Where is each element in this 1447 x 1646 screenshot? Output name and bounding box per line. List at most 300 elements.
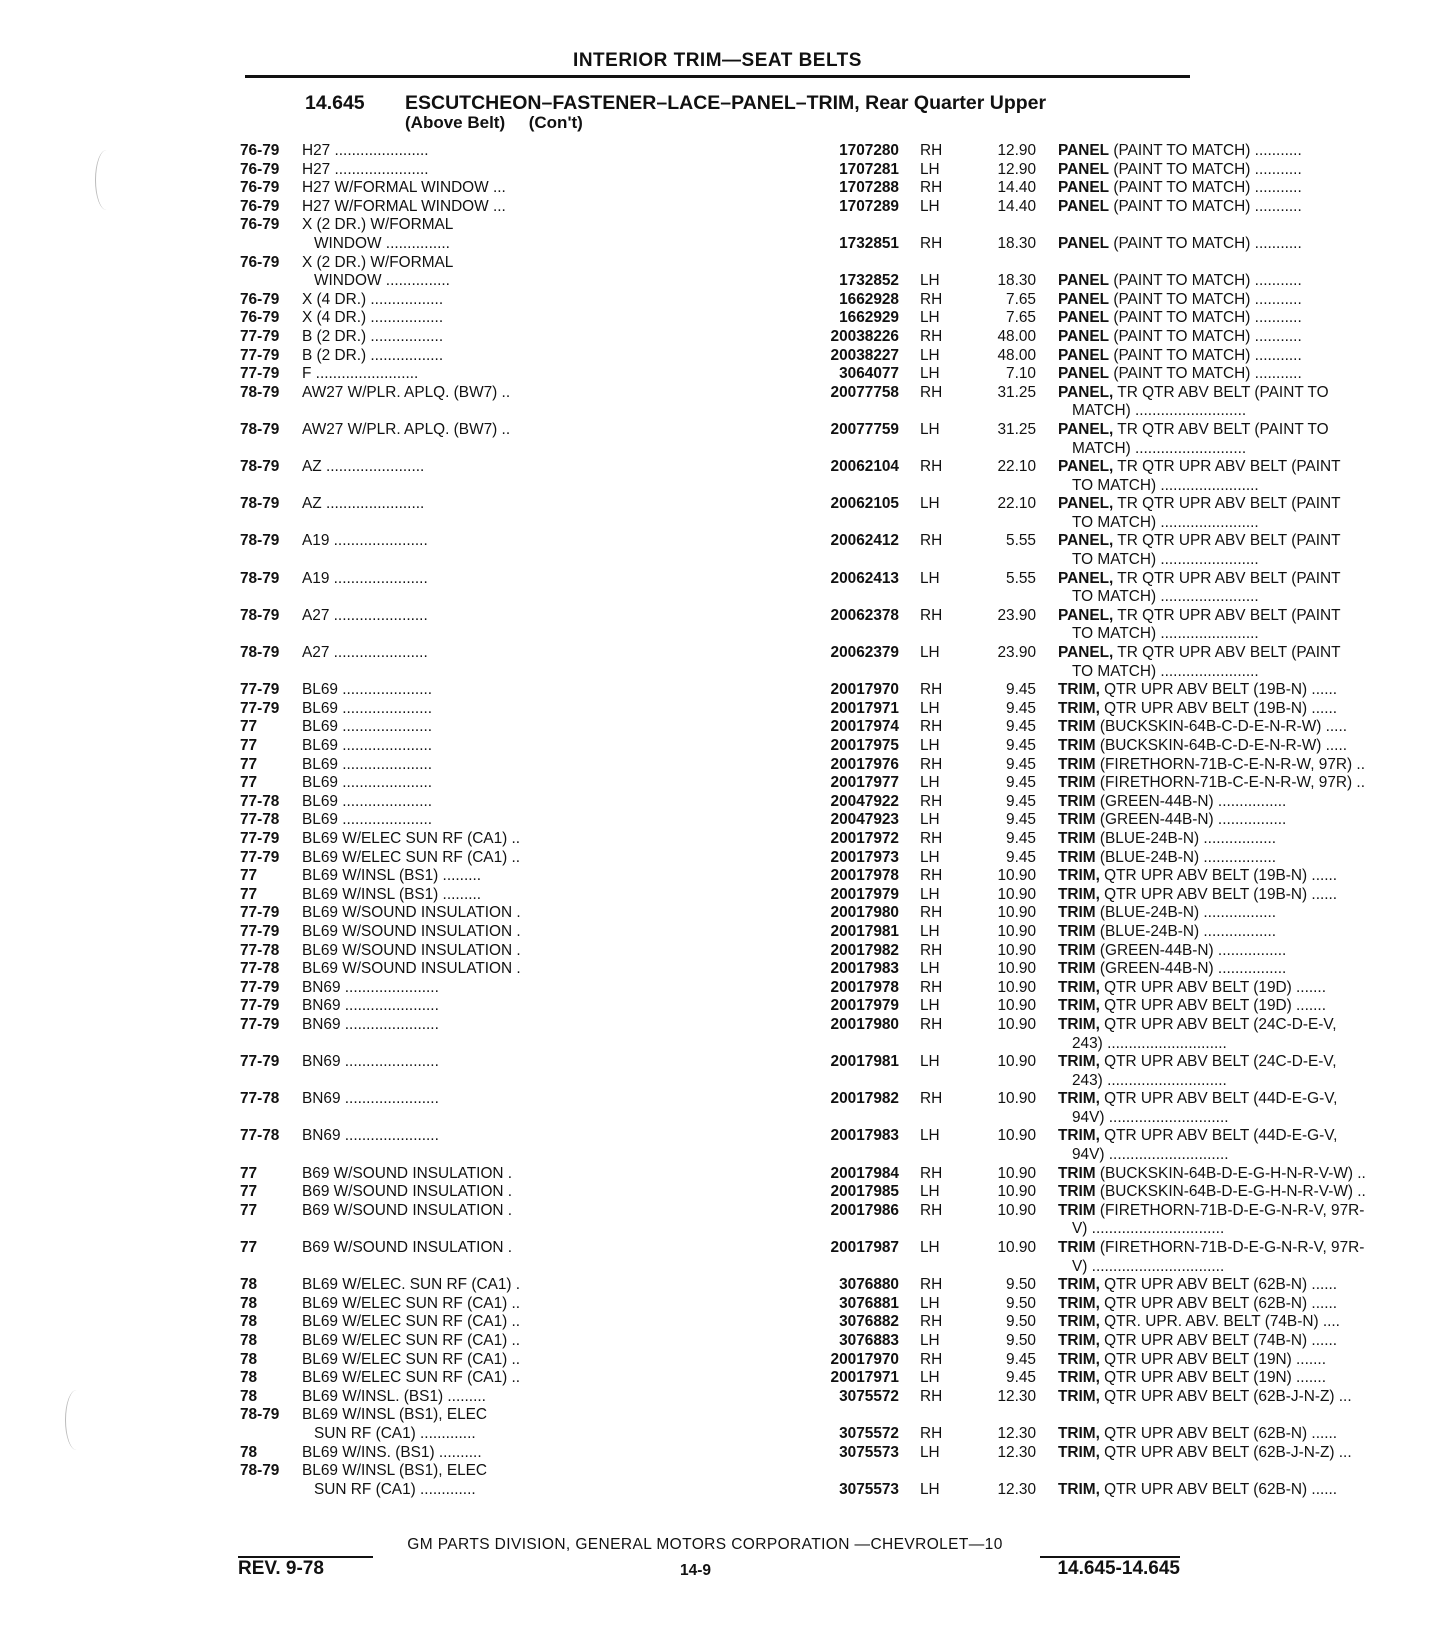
part-row: [240, 365, 1302, 384]
model-desc: BN69 ......................: [302, 997, 439, 1015]
side: RH: [920, 755, 943, 773]
page-header-title: INTERIOR TRIM—SEAT BELTS: [573, 50, 862, 71]
item-type: TRIM: [1058, 960, 1096, 978]
item-detail-cont: V) ...............................: [1072, 1220, 1225, 1238]
part-number: 3076880: [839, 1276, 899, 1294]
price: 9.45: [1006, 811, 1036, 829]
item-detail: QTR UPR ABV BELT (62B-J-N-Z) ...: [1104, 1443, 1352, 1461]
year-range: 77-78: [240, 811, 280, 829]
item-detail: TR QTR ABV BELT (PAINT TO: [1117, 383, 1329, 401]
item-description: [1058, 235, 1433, 254]
item-type: TRIM,: [1058, 997, 1100, 1015]
item-type: TRIM,: [1058, 885, 1100, 903]
item-detail: (GREEN-44B-N) ................: [1099, 960, 1287, 978]
item-type: TRIM: [1058, 718, 1096, 736]
side: RH: [920, 904, 943, 922]
part-number: 3075572: [839, 1424, 899, 1442]
part-number: 3075572: [839, 1387, 899, 1405]
model-desc: A19 ......................: [302, 569, 428, 587]
side: RH: [920, 383, 943, 401]
part-row: [240, 197, 1302, 217]
side: LH: [920, 420, 940, 438]
page-number: 14-9: [680, 1562, 712, 1579]
part-row: [240, 1201, 1365, 1239]
year-range: 77-79: [240, 978, 280, 996]
item-type: TRIM: [1058, 774, 1096, 792]
model-desc: BL69 .....................: [302, 681, 433, 699]
item-description: [1058, 756, 1433, 775]
section-number: 14.645: [305, 92, 365, 114]
side: LH: [920, 1127, 940, 1145]
item-detail-cont: TO MATCH) .......................: [1072, 513, 1259, 531]
year-range: 77-78: [240, 1127, 280, 1145]
side: LH: [920, 272, 940, 290]
part-row: [240, 699, 1338, 719]
item-type: TRIM,: [1058, 681, 1100, 699]
part-row: [240, 885, 1338, 905]
part-number: 20017973: [830, 848, 899, 866]
item-detail: (PAINT TO MATCH) ...........: [1113, 346, 1302, 364]
year-range: 78: [240, 1294, 258, 1312]
item-type: PANEL,: [1058, 532, 1114, 550]
side: RH: [920, 1164, 943, 1182]
side: LH: [920, 922, 940, 940]
price: 9.50: [1006, 1332, 1036, 1349]
price: 10.90: [997, 1239, 1036, 1257]
item-description: [1058, 886, 1433, 905]
side: RH: [920, 1201, 943, 1219]
part-row: [240, 922, 1277, 942]
price: 9.45: [1006, 681, 1036, 699]
model-desc: H27 ......................: [302, 142, 429, 159]
year-range: 76-79: [240, 253, 280, 271]
item-type: PANEL,: [1058, 420, 1114, 438]
year-range: 78-79: [240, 644, 280, 662]
part-row: [240, 1183, 1366, 1202]
model-desc-cont: SUN RF (CA1) .............: [314, 1424, 476, 1442]
price: 10.90: [997, 941, 1036, 959]
price: 7.65: [1006, 290, 1036, 308]
item-description: [1058, 272, 1433, 291]
price: 10.90: [997, 1090, 1036, 1108]
year-range: 77-79: [240, 904, 280, 922]
part-number: 3076882: [839, 1313, 899, 1331]
side: RH: [920, 1015, 943, 1033]
price: 22.10: [997, 458, 1036, 476]
model-desc: BL69 W/INSL. (BS1) .........: [302, 1387, 486, 1405]
year-range: 78: [240, 1313, 258, 1331]
item-detail: (PAINT TO MATCH) ...........: [1113, 197, 1302, 215]
item-detail: (BLUE-24B-N) .................: [1099, 922, 1277, 940]
model-desc: BL69 .....................: [302, 699, 433, 717]
item-detail: QTR UPR ABV BELT (44D-E-G-V,: [1104, 1127, 1338, 1145]
part-row: [240, 1406, 1338, 1443]
side: RH: [920, 327, 943, 345]
price: 18.30: [997, 272, 1036, 290]
item-description: [1058, 1481, 1433, 1500]
model-desc: BL69 W/ELEC SUN RF (CA1) ..: [302, 848, 521, 866]
part-number: 20017987: [830, 1239, 899, 1257]
part-number: 1662928: [839, 290, 899, 308]
part-row: [240, 1164, 1366, 1184]
item-type: TRIM,: [1058, 1350, 1100, 1368]
part-number: 3076883: [839, 1332, 899, 1349]
item-detail: TR QTR UPR ABV BELT (PAINT: [1117, 569, 1341, 587]
part-row: [240, 811, 1287, 830]
part-number: 1732851: [839, 234, 899, 252]
year-range: 78-79: [240, 1462, 280, 1480]
year-range: 78-79: [240, 420, 280, 438]
part-row: [240, 681, 1338, 700]
item-detail-cont: MATCH) ..........................: [1072, 402, 1247, 420]
model-desc: BN69 ......................: [302, 1053, 439, 1071]
item-description: [1058, 811, 1433, 830]
header-rule: [245, 75, 1190, 78]
item-detail: (FIRETHORN-71B-C-E-N-R-W, 97R) ..: [1099, 774, 1365, 792]
model-desc: A19 ......................: [302, 532, 428, 550]
part-number: 1707289: [839, 197, 899, 215]
item-detail: QTR. UPR. ABV. BELT (74B-N) ....: [1104, 1313, 1340, 1331]
part-row: [240, 420, 1329, 458]
side: LH: [920, 495, 940, 513]
price: 9.45: [1006, 699, 1036, 717]
item-detail: QTR UPR ABV BELT (19B-N) ......: [1104, 867, 1338, 885]
price: 9.45: [1006, 718, 1036, 736]
item-type: TRIM,: [1058, 1369, 1100, 1387]
item-description: [1058, 161, 1433, 180]
year-range: 76-79: [240, 160, 280, 178]
item-detail: (BLUE-24B-N) .................: [1099, 904, 1277, 922]
side: RH: [920, 142, 943, 159]
part-row: [240, 253, 1302, 291]
price: 10.90: [997, 1183, 1036, 1201]
item-detail-cont: TO MATCH) .......................: [1072, 476, 1259, 494]
item-type: TRIM: [1058, 1164, 1096, 1182]
price: 10.90: [997, 867, 1036, 885]
item-description: [1058, 1183, 1433, 1202]
item-description: [1058, 1332, 1433, 1351]
section-heading: [305, 92, 1185, 115]
item-description: [1058, 347, 1433, 366]
year-range: 77: [240, 718, 258, 736]
year-range: 77-78: [240, 1090, 280, 1108]
model-desc: BL69 W/SOUND INSULATION .: [302, 960, 521, 978]
item-description: [1058, 904, 1433, 923]
part-number: 20017975: [830, 737, 899, 754]
side: RH: [920, 1276, 943, 1294]
side: RH: [920, 1387, 943, 1405]
item-type: PANEL,: [1058, 606, 1114, 624]
item-type: PANEL: [1058, 365, 1110, 383]
model-desc: BL69 W/INSL (BS1), ELEC: [302, 1406, 488, 1424]
part-row: [240, 383, 1329, 421]
item-detail-cont: TO MATCH) .......................: [1072, 662, 1259, 680]
price: 10.90: [997, 885, 1036, 903]
part-row: [240, 1350, 1326, 1370]
model-desc: BL69 W/ELEC SUN RF (CA1) ..: [302, 1332, 521, 1349]
item-detail: QTR UPR ABV BELT (19D) .......: [1104, 978, 1326, 996]
side: RH: [920, 681, 943, 699]
item-detail: (FIRETHORN-71B-D-E-G-N-R-V, 97R-: [1099, 1201, 1365, 1219]
item-detail: (PAINT TO MATCH) ...........: [1113, 365, 1302, 383]
price: 31.25: [997, 420, 1036, 438]
part-row: [240, 867, 1338, 886]
price: 10.90: [997, 978, 1036, 996]
side: RH: [920, 179, 943, 197]
part-row: [240, 941, 1287, 961]
model-desc: BL69 W/ELEC SUN RF (CA1) ..: [302, 1294, 521, 1312]
part-number: 3075573: [839, 1443, 899, 1461]
model-desc: X (4 DR.) .................: [302, 290, 444, 308]
side: LH: [920, 1443, 940, 1461]
side: RH: [920, 941, 943, 959]
item-detail: QTR UPR ABV BELT (62B-N) ......: [1104, 1294, 1338, 1312]
price: 10.90: [997, 1201, 1036, 1219]
item-description: [1058, 1053, 1433, 1072]
item-description: [1058, 681, 1433, 700]
part-row: [240, 495, 1341, 532]
item-description: [1058, 309, 1433, 328]
item-detail: TR QTR UPR ABV BELT (PAINT: [1117, 495, 1341, 513]
part-number: 20017971: [830, 699, 899, 717]
side: LH: [920, 365, 940, 383]
item-detail: QTR UPR ABV BELT (19N) .......: [1104, 1350, 1326, 1368]
side: LH: [920, 1294, 940, 1312]
year-range: 78-79: [240, 569, 280, 587]
part-row: [240, 792, 1287, 812]
item-detail: (PAINT TO MATCH) ...........: [1113, 160, 1302, 178]
part-number: 20077759: [830, 420, 899, 438]
footer-publisher: GM PARTS DIVISION, GENERAL MOTORS CORPORATION —CHEVROLET—10: [407, 1536, 1003, 1553]
year-range: 78-79: [240, 383, 280, 401]
model-desc: X (2 DR.) W/FORMAL: [302, 253, 454, 271]
item-type: TRIM,: [1058, 1313, 1100, 1331]
item-detail: QTR UPR ABV BELT (62B-N) ......: [1104, 1480, 1338, 1498]
part-row: [240, 309, 1302, 328]
year-range: 78: [240, 1332, 258, 1349]
year-range: 78-79: [240, 1406, 280, 1424]
part-row: [240, 606, 1341, 644]
part-row: [240, 1313, 1340, 1332]
item-type: TRIM: [1058, 829, 1096, 847]
price: 9.45: [1006, 1350, 1036, 1368]
side: LH: [920, 644, 940, 662]
model-desc: BL69 W/ELEC SUN RF (CA1) ..: [302, 1369, 521, 1387]
model-desc: BL69 .....................: [302, 737, 433, 754]
part-row: [240, 978, 1326, 998]
model-desc: A27 ......................: [302, 606, 428, 624]
side: LH: [920, 309, 940, 327]
item-description: [1058, 1165, 1433, 1184]
item-type: TRIM,: [1058, 1443, 1100, 1461]
part-number: 20017980: [830, 1015, 899, 1033]
side: RH: [920, 1313, 943, 1331]
model-desc: B (2 DR.) .................: [302, 327, 444, 345]
year-range: 77-79: [240, 997, 280, 1015]
item-detail: (FIRETHORN-71B-D-E-G-N-R-V, 97R-: [1099, 1239, 1365, 1257]
price: 9.45: [1006, 1369, 1036, 1387]
item-description: [1058, 644, 1433, 663]
item-type: TRIM,: [1058, 1015, 1100, 1033]
part-row: [240, 904, 1277, 923]
side: LH: [920, 1369, 940, 1387]
price: 23.90: [997, 644, 1036, 662]
item-description: [1058, 1388, 1433, 1407]
part-row: [240, 997, 1326, 1016]
item-detail: (BLUE-24B-N) .................: [1099, 829, 1277, 847]
item-description: [1058, 1425, 1433, 1444]
item-type: PANEL: [1058, 197, 1110, 215]
part-number: 20062378: [830, 606, 899, 624]
margin-mark: [95, 150, 118, 210]
item-detail-cont: 243) ............................: [1072, 1071, 1227, 1089]
part-number: 20062413: [830, 569, 899, 587]
item-description: [1058, 365, 1433, 384]
part-number: 20077758: [830, 383, 899, 401]
item-detail: QTR UPR ABV BELT (62B-N) ......: [1104, 1276, 1338, 1294]
part-number: 20017986: [830, 1201, 899, 1219]
side: LH: [920, 346, 940, 364]
item-description: [1058, 737, 1433, 756]
part-number: 20047922: [830, 792, 899, 810]
part-row: [240, 848, 1277, 868]
part-row: [240, 569, 1341, 607]
item-description: [1058, 1313, 1433, 1332]
side: LH: [920, 160, 940, 178]
part-row: [240, 1294, 1338, 1314]
item-detail-cont: MATCH) ..........................: [1072, 439, 1247, 457]
part-number: 1707280: [839, 142, 899, 159]
item-detail: TR QTR UPR ABV BELT (PAINT: [1117, 458, 1341, 476]
model-desc: BL69 W/ELEC SUN RF (CA1) ..: [302, 1313, 521, 1331]
price: 9.45: [1006, 774, 1036, 792]
item-type: TRIM,: [1058, 978, 1100, 996]
side: RH: [920, 829, 943, 847]
year-range: 78-79: [240, 532, 280, 550]
item-description: [1058, 570, 1433, 589]
model-desc: BL69 W/INSL (BS1) .........: [302, 867, 482, 885]
section-subtitle: (Above Belt) (Con't): [405, 113, 583, 132]
price: 12.90: [997, 142, 1036, 159]
part-row: [240, 458, 1341, 495]
price: 12.30: [997, 1480, 1036, 1498]
price: 48.00: [997, 327, 1036, 345]
price: 9.45: [1006, 755, 1036, 773]
side: RH: [920, 1350, 943, 1368]
part-number: 20017978: [830, 867, 899, 885]
price: 31.25: [997, 383, 1036, 401]
price: 14.40: [997, 197, 1036, 215]
model-desc: BL69 W/INS. (BS1) ..........: [302, 1443, 482, 1461]
part-number: 3064077: [839, 365, 899, 383]
side: LH: [920, 848, 940, 866]
item-detail: QTR UPR ABV BELT (24C-D-E-V,: [1104, 1015, 1337, 1033]
year-range: 76-79: [240, 216, 280, 234]
model-desc: BN69 ......................: [302, 1127, 439, 1145]
item-type: PANEL: [1058, 309, 1110, 327]
price: 10.90: [997, 1015, 1036, 1033]
side: RH: [920, 234, 943, 252]
item-type: TRIM,: [1058, 1294, 1100, 1312]
model-desc: BL69 W/SOUND INSULATION .: [302, 904, 521, 922]
item-detail-cont: TO MATCH) .......................: [1072, 625, 1259, 643]
item-description: [1058, 291, 1433, 310]
item-type: TRIM,: [1058, 1090, 1100, 1108]
part-row: [240, 346, 1302, 366]
item-type: TRIM: [1058, 848, 1096, 866]
part-number: 20062104: [830, 458, 899, 476]
item-type: TRIM,: [1058, 699, 1100, 717]
part-row: [240, 1332, 1338, 1351]
part-number: 20017981: [830, 1053, 899, 1071]
model-desc: BL69 W/INSL (BS1), ELEC: [302, 1462, 488, 1480]
part-row: [240, 644, 1341, 681]
side: LH: [920, 737, 940, 754]
item-detail: QTR UPR ABV BELT (74B-N) ......: [1104, 1332, 1338, 1349]
year-range: 77: [240, 1239, 258, 1257]
item-description: [1058, 384, 1433, 403]
item-description: [1058, 1016, 1433, 1035]
year-range: 77: [240, 1164, 258, 1182]
model-desc-cont: WINDOW ...............: [314, 272, 450, 290]
item-type: PANEL,: [1058, 569, 1114, 587]
price: 12.90: [997, 160, 1036, 178]
side: LH: [920, 997, 940, 1015]
part-row: [240, 1090, 1338, 1127]
side: LH: [920, 197, 940, 215]
price: 10.90: [997, 1127, 1036, 1145]
year-range: 78: [240, 1369, 258, 1387]
item-description: [1058, 867, 1433, 886]
part-number: 20038227: [830, 346, 899, 364]
revision-label: REV. 9-78: [238, 1558, 324, 1579]
item-description: [1058, 328, 1433, 347]
year-range: 78: [240, 1443, 258, 1461]
year-range: 77: [240, 755, 258, 773]
year-range: 78-79: [240, 458, 280, 476]
part-row: [240, 1015, 1337, 1053]
item-type: PANEL: [1058, 290, 1110, 308]
price: 10.90: [997, 904, 1036, 922]
part-row: [240, 718, 1348, 737]
item-type: PANEL,: [1058, 383, 1114, 401]
price: 14.40: [997, 179, 1036, 197]
model-desc: BN69 ......................: [302, 978, 439, 996]
side: LH: [920, 1053, 940, 1071]
item-type: TRIM,: [1058, 1387, 1100, 1405]
year-range: 77-78: [240, 941, 280, 959]
item-type: PANEL,: [1058, 458, 1114, 476]
item-description: [1058, 997, 1433, 1016]
side: LH: [920, 1183, 940, 1201]
part-number: 20017981: [830, 922, 899, 940]
year-range: 78: [240, 1350, 258, 1368]
model-desc: B (2 DR.) .................: [302, 346, 444, 364]
part-number: 1662929: [839, 309, 899, 327]
item-description: [1058, 607, 1433, 626]
model-desc: BL69 .....................: [302, 718, 433, 736]
item-description: [1058, 458, 1433, 477]
item-detail-cont: V) ...............................: [1072, 1257, 1225, 1275]
part-row: [240, 829, 1277, 849]
year-range: 78: [240, 1387, 258, 1405]
side: LH: [920, 699, 940, 717]
model-desc: H27 W/FORMAL WINDOW ...: [302, 179, 506, 197]
side: RH: [920, 458, 943, 476]
part-number: 20017980: [830, 904, 899, 922]
item-detail-cont: 243) ............................: [1072, 1034, 1227, 1052]
price: 7.65: [1006, 309, 1036, 327]
